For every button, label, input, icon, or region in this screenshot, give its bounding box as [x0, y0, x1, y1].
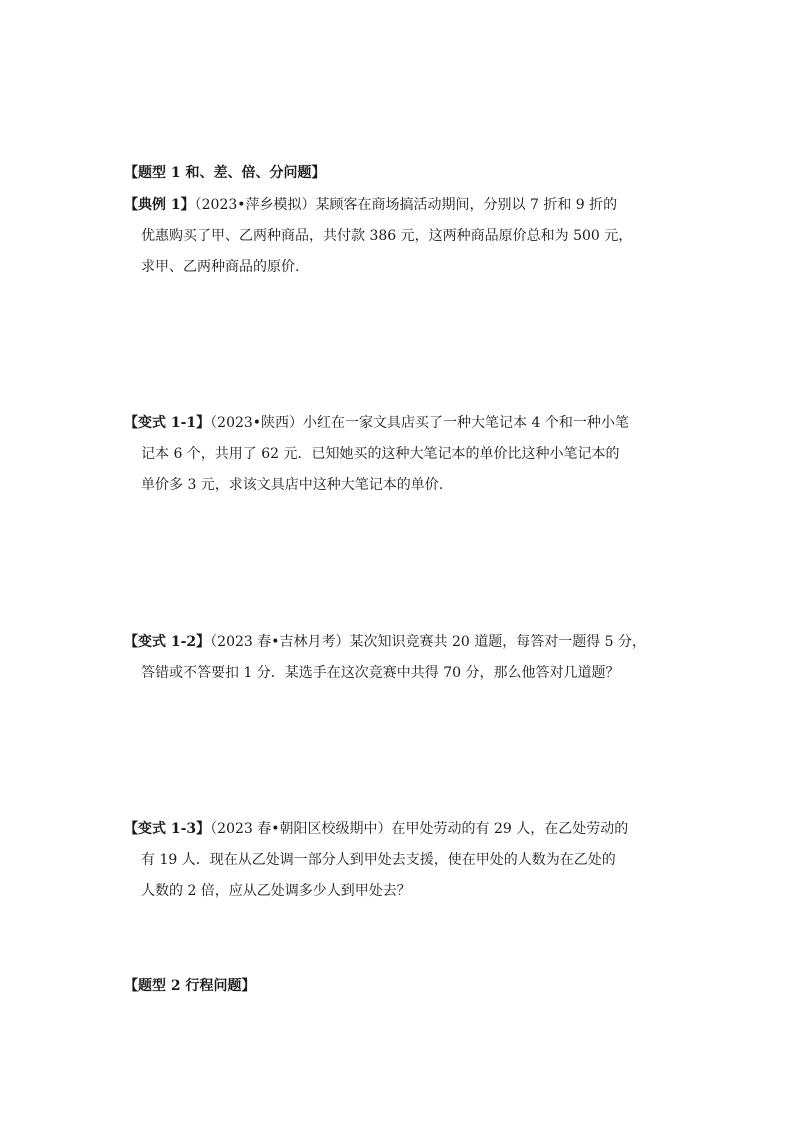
question-tag: 【变式 1-1】: [124, 415, 211, 431]
question-text: （2023 春•吉林月考）某次知识竞赛共 20 道题，每答对一题得 5 分，: [210, 634, 647, 650]
question-text: 记本 6 个，共用了 62 元．已知她买的这种大笔记本的单价比这种小笔记本的: [141, 446, 620, 462]
question-first-line: [124, 408, 684, 439]
question-text: 人数的 2 倍，应从乙处调多少人到甲处去？: [141, 883, 411, 899]
question-first-line: [124, 627, 684, 658]
question-first-line: [124, 190, 684, 221]
question-text: 有 19 人．现在从乙处调一部分人到甲处去支援，使在甲处的人数为在乙处的: [141, 852, 616, 868]
section-title-2: 【题型 2 行程问题】: [124, 978, 256, 994]
variant-1-3: [124, 814, 684, 907]
question-first-line: [124, 814, 684, 845]
question-text: （2023•陕西）小红在一家文具店买了一种大笔记本 4 个和一种小笔: [210, 415, 629, 431]
question-text: 单价多 3 元，求该文具店中这种大笔记本的单价.: [141, 477, 444, 493]
question-text: 优惠购买了甲、乙两种商品，共付款 386 元，这两种商品原价总和为 500 元，: [141, 228, 633, 244]
question-tag: 【变式 1-2】: [124, 634, 211, 650]
variant-1-2: [124, 627, 684, 689]
question-text: 求甲、乙两种商品的原价.: [141, 259, 300, 275]
section-title-1: 【题型 1 和、差、倍、分问题】: [124, 165, 326, 181]
question-tag: 【变式 1-3】: [124, 821, 211, 837]
question-text: （2023 春•朝阳区校级期中）在甲处劳动的有 29 人，在乙处劳动的: [210, 821, 629, 837]
variant-1-1: [124, 408, 684, 501]
question-tag: 【典例 1】: [124, 197, 195, 213]
question-text: （2023•萍乡模拟）某顾客在商场搞活动期间，分别以 7 折和 9 折的: [194, 197, 618, 213]
example-1: [124, 190, 684, 283]
question-text: 答错或不答要扣 1 分．某选手在这次竞赛中共得 70 分，那么他答对几道题？: [141, 665, 620, 681]
